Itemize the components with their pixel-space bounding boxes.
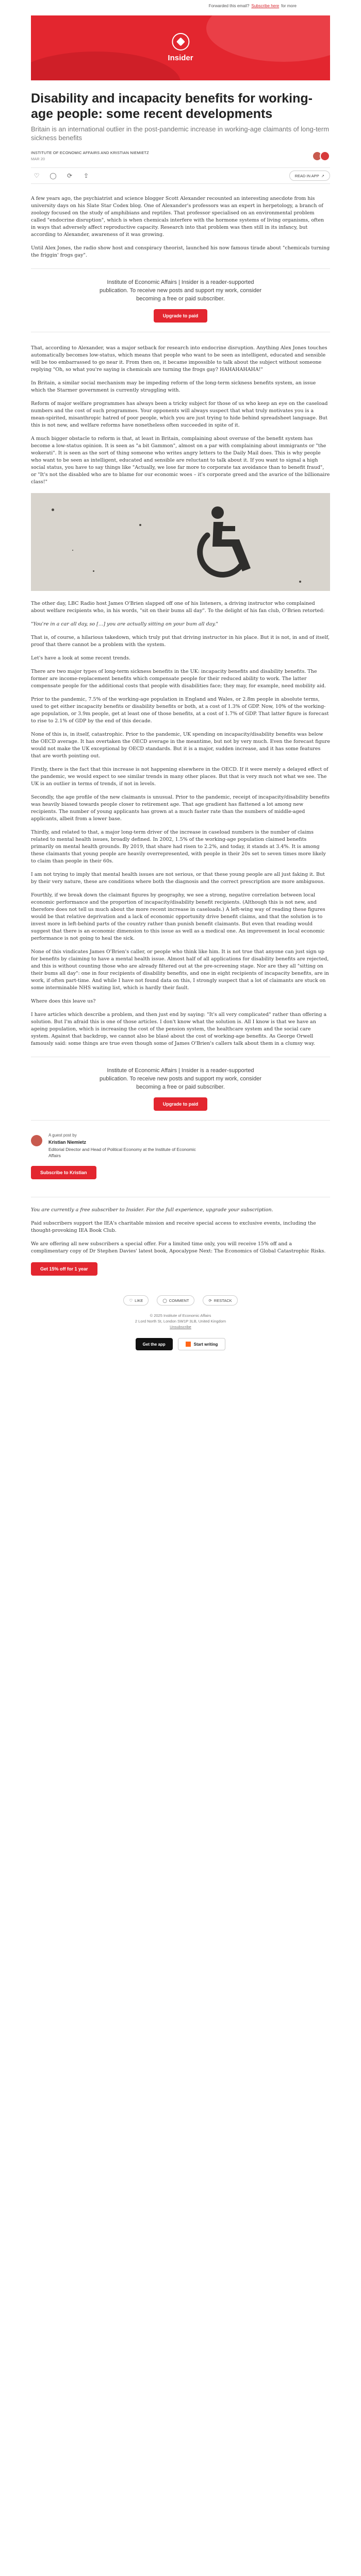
get-app-label: Get the app <box>142 1342 166 1347</box>
banner-wave-left <box>31 52 180 80</box>
like-icon[interactable]: ♡ <box>34 172 40 179</box>
guest-author-bio: Editorial Director and Head of Political Economy at the Institute of Economic Affairs <box>48 1147 196 1158</box>
paragraph: Thirdly, and related to that, a major long-term driver of the increase in caseload numbers is the number of claims related to mental health issues, broadly defined. In 2002, 1.5% of the working-age population claimed benefits primarily on mental health grounds. By 2019, that share had risen to 2.2%, and today, it stands at 3.4%. It is among these claimants that young people are heavily overrepresented, with people in their 20s set to seven times more likely to claim than people in their 60s. <box>31 829 326 864</box>
paragraph: Fourthly, if we break down the claimant figures by geography, we see a strong, negative correlation between local economic performance and the proportion of incapacity/disability benefit recipients. (Although this is not new, and therefore does not tell us much about the more recent increase in caseloads.) A left-wing way of reading these figures would be that relative deprivation and a lack of economic opportunity drive benefit claims, and that the solution is to invest more in left-behind parts of the country rather than punish benefit claimants. But even that reading would suggest that there is an economic dimension to this issue as well as a medical one. An improvement in local economic performance is not going to heal the sick. <box>31 892 325 941</box>
upgrade-to-paid-button[interactable]: Upgrade to paid <box>154 309 208 323</box>
footer-restack-button[interactable] <box>203 1295 237 1306</box>
paragraph: Let's have a look at some recent trends. <box>31 655 130 661</box>
post-title[interactable]: Disability and incapacity benefits for working-age people: some recent developments <box>31 91 313 121</box>
footer-like-button[interactable] <box>123 1295 149 1306</box>
footer-action-bar <box>31 1295 330 1306</box>
paragraph: I have articles which describe a problem, and then just end by saying: "It's all very complicated" rather than offering a solution. But I'm afraid this is one of those articles. I don't know what the solution is. All I know is that we have an ageing population, which is increasing the cost of the pension system, the healthcare system and the social care system. Against that backdrop, we cannot also be blasé about the cost of working-age benefits. As George Orwell famously said: some things are true even though some of James O'Brien's callers talk about them in a clumsy way. <box>31 1012 327 1046</box>
paragraph: In Britain, a similar social mechanism may be impeding reform of the long-term sickness benefits system, an issue which the Starmer government is currently struggling with. <box>31 380 316 393</box>
start-writing-button[interactable] <box>178 1338 226 1350</box>
copyright: © 2025 Institute of Economic Affairs <box>150 1313 211 1318</box>
subscribe-box <box>31 1057 330 1121</box>
paragraph: A much bigger obstacle to reform is that, at least in Britain, complaining about overuse of the benefit system has become a low-status opinion. It is seen as "a bit Gammon", almost on a par with complaining about immigrants or "the wokerati". It is seen as the sort of thing someone who writes angry letters to the Daily Mail does. This is why people who want to be seen as intelligent, educated and sensible are reluctant to talk about it. If you want to signal a high social status, you have to say things like "Actually, we lose far more to corporate tax avoidance than to benefit fraud", or "It's not the disabled who are to blame for our economic woes – it's corporate greed and the avarice of the billionaire class!" <box>31 436 330 485</box>
read-in-app-label: READ IN APP <box>294 173 319 178</box>
post-authors[interactable]: INSTITUTE OF ECONOMIC AFFAIRS AND KRISTIAN NIEMIETZ <box>31 150 149 155</box>
wheelchair-symbol-image[interactable] <box>31 493 330 591</box>
closing-section <box>31 1197 330 1276</box>
subscribe-box-text: Institute of Economic Affairs | Insider is a reader-supported publication. To receive new posts and support my work, consider becoming a free or paid subscriber. <box>99 1067 262 1090</box>
banner-wave-right <box>206 15 330 62</box>
pull-quote: "You're in a car all day, so […] you are actually sitting on your bum all day." <box>31 621 218 627</box>
paragraph: That, according to Alexander, was a major setback for research into endocrine disruption. Anything Alex Jones touches automatically becomes low-status, which means that people who want to be seen as intelligent, educated and sensible will be too embarrassed to go near it. From then on, it became impossible to talk about the subject without someone replying "Oh, so what you're saying is chemicals are turning the frogs gay? HAHAHAHAHA!" <box>31 345 327 372</box>
post-subtitle: Britain is an international outlier in the post-pandemic increase in working-age claimants of long-term sickness benefits <box>31 125 330 142</box>
paragraph: A few years ago, the psychiatrist and science blogger Scott Alexander recounted an interesting anecdote from his university days on his Slate Star Codex blog. One of Alexander's professors was an expert in herpetology, a branch of zoology focused on the study of amphibians and reptiles. That professor specialised on an environmental problem called "endocrine disruption", which is when chemicals interfere with the hormone systems of living organisms, often in ways that adversely affect reproductive capacity. Research into that problem was then still in its infancy, but according to Alexander, awareness of it was growing. <box>31 196 324 238</box>
restack-icon: ⟳ <box>208 1298 212 1303</box>
footer-comment-label: COMMENT <box>169 1298 189 1303</box>
unsubscribe-link[interactable]: Unsubscribe <box>170 1325 191 1329</box>
guest-author-name[interactable]: Kristian Niemietz <box>48 1140 87 1145</box>
brand-logo-icon <box>172 33 189 50</box>
author-avatars[interactable] <box>312 151 330 161</box>
paragraph: Until Alex Jones, the radio show host and conspiracy theorist, launched his now famous tirade about "chemicals turning the friggin' frogs gay". <box>31 245 330 258</box>
footer-comment-button[interactable] <box>157 1295 194 1306</box>
header-banner[interactable] <box>31 15 330 80</box>
subscribe-here-link[interactable]: Subscribe here <box>251 3 280 8</box>
get-discount-button[interactable]: Get 15% off for 1 year <box>31 1262 97 1276</box>
paragraph: Secondly, the age profile of the new claimants is unusual. Prior to the pandemic, receipt of incapacity/disability benefits was heavily biased towards people closer to retirement age. That age gradient has flattened a lot among new recipients. The number of young applicants has grown at a much faster rate than the numbers of middle-aged applicants, albeit from a lower base. <box>31 794 330 822</box>
photo-speck <box>52 509 54 511</box>
avatar[interactable] <box>320 151 330 161</box>
footer <box>31 1313 330 1330</box>
paragraph: That is, of course, a hilarious takedown, which truly put that driving instructor in his place. But it is not, in and of itself, proof that there cannot be a problem with the system. <box>31 635 330 648</box>
paragraph: Paid subscribers support the IEA's charitable mission and receive special access to exclusive events, including the thought-provoking IEA Book Club. <box>31 1221 316 1233</box>
upgrade-to-paid-button[interactable]: Upgrade to paid <box>154 1097 208 1111</box>
subscribe-to-author-button[interactable]: Subscribe to Kristian <box>31 1166 96 1179</box>
read-in-app-button[interactable] <box>289 171 330 181</box>
brand-logo <box>168 33 193 62</box>
paragraph: Where does this leave us? <box>31 998 96 1004</box>
photo-speck <box>299 581 301 583</box>
app-promo-bar <box>31 1338 330 1361</box>
paragraph: The other day, LBC Radio host James O'Brien slapped off one of his listeners, a driving instructor who complained about welfare recipients who, in his words, "sit on their bums all day". To the delight of his fan club, O'Brien retorted: <box>31 601 325 614</box>
guest-post-label: A guest post by <box>48 1133 77 1138</box>
paragraph: Prior to the pandemic, 7.5% of the working-age population in England and Wales, or 2.8m people in absolute terms, used to get either incapacity benefits or disability benefits or both, at a cost of 1.3% of GDP. Now, 10% of the working-age population, or 3.9m people, get at least one of those benefits, at a cost of 1.7% of GDP. That latter figure is forecast to rise to 2.1% of GDP by the end of this decade. <box>31 697 329 724</box>
email-container <box>31 15 330 1361</box>
post-date: MAR 20 <box>31 157 45 161</box>
external-link-icon: ↗ <box>321 173 324 178</box>
paragraph: Firstly, there is the fact that this increase is not happening elsewhere in the OECD. If it were merely a delayed effect of the pandemic, we would expect to see similar trends in many other places. But that is very much not what we see. The UK is an outlier in terms of trends, if not in levels. <box>31 767 329 787</box>
start-writing-label: Start writing <box>193 1342 218 1347</box>
photo-speck <box>72 550 73 551</box>
byline <box>31 150 330 161</box>
subscribe-box <box>31 268 330 332</box>
avatar[interactable] <box>31 1135 42 1146</box>
paragraph: I am not trying to imply that mental health issues are not serious, or that these young people are all just faking it. But by their very nature, these are conditions where both the diagnosis and the correct prescription are more ambiguous. <box>31 872 325 885</box>
guest-author-card <box>31 1133 330 1159</box>
paragraph: None of this is, in itself, catastrophic. Prior to the pandemic, UK spending on incapacity/disability benefits was below the OECD average. It has overtaken the OECD average in the meantime, but not by very much. Even the forecast figure would not make the UK exceptional by OECD standards. But it is a major, sudden increase, and it has some features that are worth pointing out. <box>31 732 330 759</box>
wheelchair-icon <box>180 505 268 583</box>
post-action-bar <box>31 167 330 184</box>
photo-speck <box>139 524 141 526</box>
subscribe-box-text: Institute of Economic Affairs | Insider is a reader-supported publication. To receive new posts and support my work, consider becoming a free or paid subscriber. <box>99 279 262 302</box>
comment-icon: ◯ <box>162 1298 167 1303</box>
paragraph: None of this vindicates James O'Brien's caller, or people who think like him. It is not true that anyone can just sign up for benefits by claiming to have a mental health issue. Almost half of all applications for disability benefits are rejected, and this is without counting those who are already filtered out at the pre-screening stage. Nor are they all "sitting on their bums all day": one in four recipients of disability benefits, and one in eight recipients of incapacity benefits, are in work, if often part-time. And while I have not found data on this, I strongly suspect that a lot of claimants are stuck on some interminable NHS waiting list, which is hardly their fault. <box>31 949 329 991</box>
comment-icon[interactable]: ◯ <box>50 172 57 179</box>
restack-icon[interactable]: ⟳ <box>67 172 73 179</box>
get-app-button[interactable] <box>136 1338 173 1350</box>
paragraph: You are currently a free subscriber to Insider. For the full experience, upgrade your subscription. <box>31 1207 273 1213</box>
paragraph: Reform of major welfare programmes has always been a tricky subject for those of us who keep an eye on the caseload numbers and the cost of such programmes. Your opponents will always suspect that what truly motivates you is a mean-spirited, misanthropic hatred of poor people, which you are just trying to hide behind spreadsheet language. But this is not new, and welfare reforms have nonetheless often succeeded in spite of it. <box>31 401 328 428</box>
photo-speck <box>93 570 94 572</box>
footer-restack-label: RESTACK <box>214 1298 232 1303</box>
substack-logo-icon <box>186 1342 191 1347</box>
share-icon[interactable]: ⇪ <box>83 172 89 179</box>
footer-like-label: LIKE <box>135 1298 143 1303</box>
forward-bar <box>0 0 361 11</box>
for-more-text: for more <box>281 3 297 8</box>
post-body <box>31 195 330 1361</box>
address: 2 Lord North St, London SW1P 3LB, United Kingdom <box>135 1319 226 1324</box>
paragraph: We are offering all new subscribers a special offer. For a limited time only, you will receive 15% off and a complimentary copy of Dr Stephen Davies' latest book, Apocalypse Next: The Economics of Global Catastrophic Risks. <box>31 1241 326 1254</box>
like-icon: ♡ <box>129 1298 133 1303</box>
paragraph: There are two major types of long-term sickness benefits in the UK: incapacity benefits and disability benefits. The former are income-replacement benefits which compensate people for their reduced ability to work. The latter compensate people for the additional costs that people with disabilities face; they may, for example, need mobility aid. <box>31 669 326 689</box>
forwarded-text: Forwarded this email? <box>208 3 250 8</box>
brand-name: Insider <box>168 54 193 62</box>
